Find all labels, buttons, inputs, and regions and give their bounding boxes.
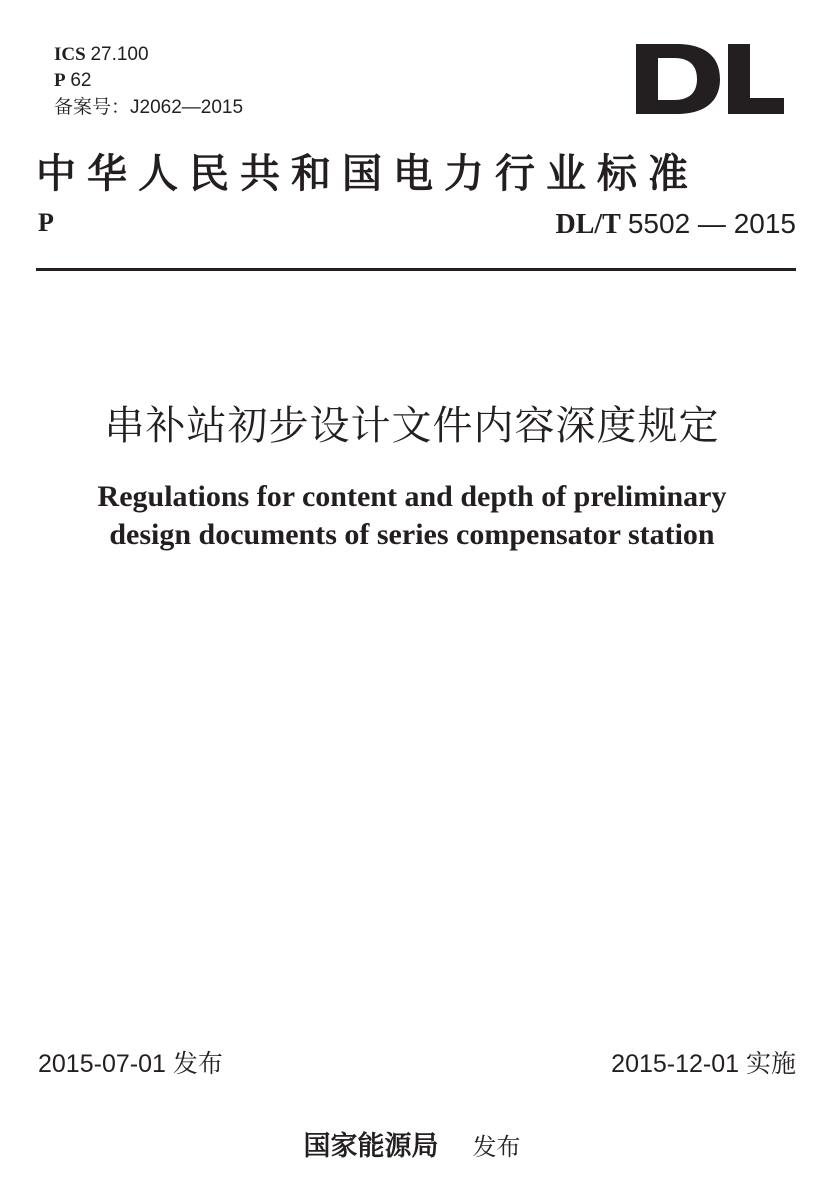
ccs-value: 62 bbox=[70, 70, 92, 91]
record-value: J2062—2015 bbox=[130, 97, 244, 118]
standard-category-title: 中华人民共和国电力行业标准 bbox=[36, 150, 699, 197]
standard-number bbox=[556, 208, 797, 241]
record-line bbox=[54, 94, 243, 121]
ccs-label: P bbox=[54, 70, 66, 91]
issue-date: 2015-07-01 发布 bbox=[38, 1050, 223, 1078]
english-title-line-1: Regulations for content and depth of preliminary bbox=[97, 480, 727, 513]
ics-label: ICS bbox=[54, 44, 86, 65]
publisher-organization: 国家能源局 bbox=[303, 1131, 439, 1162]
dl-logo-letter-d bbox=[636, 44, 720, 114]
document-title-english bbox=[0, 478, 824, 554]
ics-line bbox=[54, 42, 243, 68]
header-divider bbox=[36, 268, 796, 271]
ccs-line bbox=[54, 68, 243, 94]
english-title-line-2: design documents of series compensator station bbox=[109, 518, 715, 551]
publisher-line bbox=[0, 1124, 824, 1163]
dl-logo bbox=[636, 44, 784, 114]
standard-number-value: 5502 — 2015 bbox=[627, 208, 796, 239]
classification-block bbox=[54, 42, 243, 121]
implementation-date: 2015-12-01 实施 bbox=[611, 1050, 796, 1078]
ics-value: 27.100 bbox=[90, 44, 149, 65]
publisher-action: 发布 bbox=[472, 1133, 521, 1161]
standard-code: DL/T bbox=[555, 209, 621, 240]
document-title-chinese: 串补站初步设计文件内容深度规定 bbox=[104, 403, 720, 449]
classification-letter: P bbox=[38, 208, 54, 237]
record-label: 备案号： bbox=[54, 96, 131, 118]
dl-logo-letter-l bbox=[728, 44, 784, 114]
